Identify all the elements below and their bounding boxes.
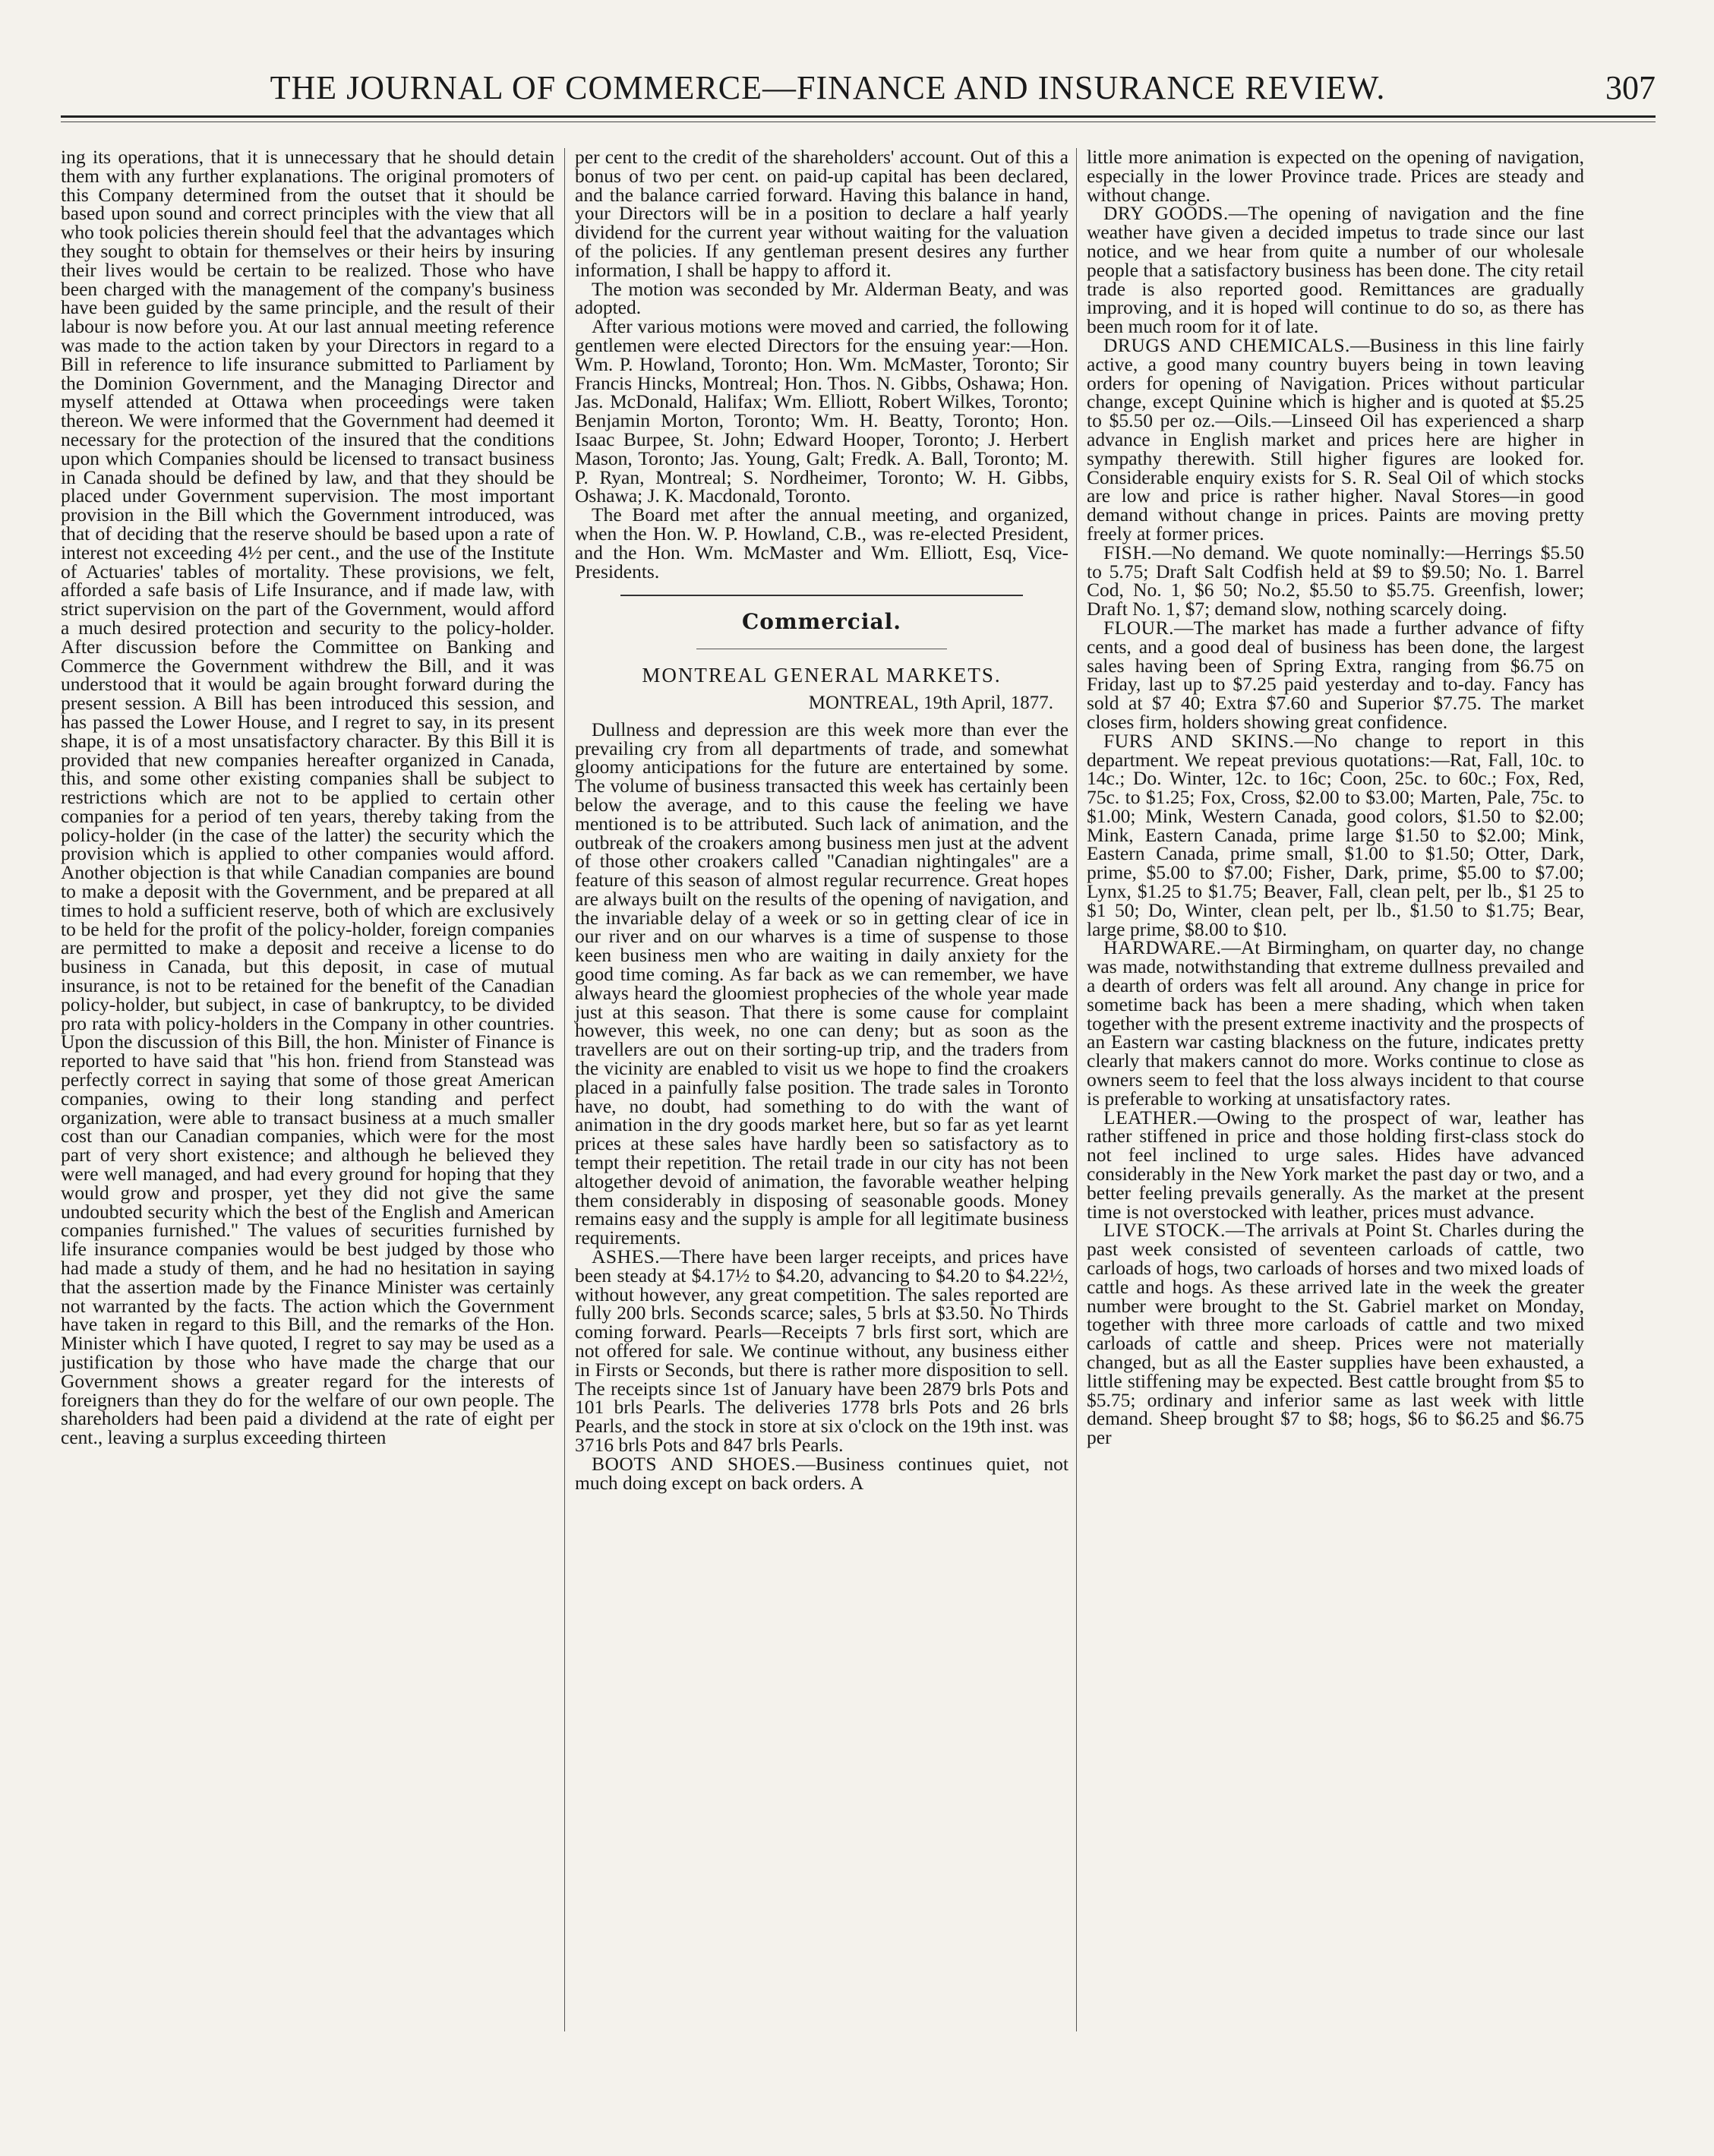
dateline: MONTREAL, 19th April, 1877. [808, 692, 1053, 713]
entry-text: —The arrivals at Point St. Charles during the past week consisted of seventeen carloads of cattle, two carloads of hogs, two carloads of horses and two mixed loads of cattle and hogs. As these arrived late in the week the greater number were brought to the St. Gabriel market on Monday, together with three more carloads of cattle and two mixed carloads of cattle and sheep. Prices were not materially changed, but as all the Easter supplies have been exhausted, a little stiffening may be expected. Best cattle brought from $5 to $5.75; ordinary and inferior same as last week with little demand. Sheep brought $7 to $8; hogs, $6 to $6.25 and $6.75 per [1087, 1219, 1584, 1449]
entry-text: —No demand. We quote nominally:—Herrings $5.50 to 5.75; Draft Salt Codfish held at $9 to $9.50; No. 1. Barrel Cod, No. 1, $6 50; No.2, $5.50 to $5.75. Greenfish, lower; Draft No. 1, $7; demand slow, nothing scarcely doing. [1087, 541, 1584, 620]
column-divider [564, 148, 565, 2031]
entry-label: FURS AND SKINS. [1103, 729, 1295, 752]
entry-label: DRY GOODS. [1103, 202, 1229, 225]
article-paragraph: ing its operations, that it is unnecessary that he should detain them with any further explanations. The original promoters of this Company determined from the outset that it should be based upon sound and correct principles with the view that all who took policies therein should feel that the advantages which they sought to obtain for themselves or their heirs by insuring their lives would be certain to be realized. Those who have been charged with the management of the company's business have been guided by the same principle, and the result of their labour is now before you. At our last annual meeting reference was made to the action taken by your Directors in regard to a Bill in reference to life insurance submitted to Parliament by the Dominion Government, and the Managing Director and myself attended at Ottawa when proceedings were taken thereon. We were informed that the Government had deemed it necessary for the protection of the insured that the conditions upon which Companies should be licensed to transact business in Canada should be defined by law, and that they should be placed under Government supervision. The most important provision in the Bill which the Government introduced, was that of deciding that the reserve should be based upon a rate of interest not exceeding 4½ per cent., and the use of the Institute of Actuaries' tables of mortality. These provisions, we felt, afforded a safe basis of Life Insurance, and if made law, with strict supervision on the part of the Government, would afford a much desired protection and security to the policy-holder. After discussion before the Committee on Banking and Commerce the Government withdrew the Bill, and it was understood that it would be again brought forward during the present session. A Bill has been introduced this session, and has passed the Lower House, and I regret to say, in its present shape, it is of a most unsatisfactory character. By this Bill it is provided that new companies hereafter organized in Canada, this, and some other existing companies shall be subject to restrictions which are not to be applied to certain other companies for a period of ten years, thereby taking from the policy-holder (in the case of the latter) the security which the provision which is applied to other companies would afford. Another objection is that while Canadian companies are bound to make a deposit with the Government, and be prepared at all times to hold a sufficient reserve, both of which are exclusively to be held for the profit of the policy-holder, foreign companies are permitted to make a deposit and receive a license to do business in Canada, but this deposit, in case of mutual insurance, is not to be retained for the benefit of the Canadian policy-holder, but subject, in case of bankruptcy, to be divided pro rata with policy-holders in the Company in other countries. Upon the discussion of this Bill, the hon. Minister of Finance is reported to have said that "his hon. friend from Stanstead was perfectly correct in saying that some of those great American companies, owing to their long standing and perfect organization, were able to transact business at a much smaller cost than our Canadian companies, which were for the most part of very short existence; and although he believed they were well managed, and had every ground for hoping that they would grow and prosper, yet they did not give the same undoubted security which the best of the English and American companies furnished." The values of securities furnished by life insurance companies would be best judged by those who had made a study of them, and he had no hesitation in saying that the assertion made by the Finance Minister was certainly not warranted by the facts. The action which the Government have taken in regard to this Bill, and the remarks of the Hon. Minister which I have quoted, I regret to say may be used as a justification by those who have made the charge that our Government shows a greater regard for the interests of foreigners than they do for the welfare of our own people. The shareholders had been paid a dividend at the rate of eight per cent., leaving a surplus exceeding thirteen [61, 146, 554, 1449]
market-entry-hardware [1087, 936, 1584, 1110]
column-1 [61, 148, 554, 1447]
article-paragraph: The Board met after the annual meeting, and organized, when the Hon. W. P. Howland, C.B., was re-elected President, and the Hon. Wm. McMaster and Wm. Elliott, Esq, Vice-Presidents. [575, 503, 1068, 582]
entry-text: —Owing to the prospect of war, leather has rather stiffened in price and those holding first-class stock do not feel inclined to urge sales. Hides have advanced considerably in the New York market the past day or two, and a better feeling prevails generally. As the market at the present time is not overstocked with leather, prices must advance. [1087, 1106, 1584, 1223]
article-paragraph: After various motions were moved and carried, the following gentlemen were elected Directors for the ensuing year:—Hon. Wm. P. Howland, Toronto; Hon. Wm. McMaster, Toronto; Sir Francis Hincks, Montreal; Hon. Thos. N. Gibbs, Oshawa; Hon. Jas. McDonald, Halifax; Wm. Elliott, Robert Wilkes, Toronto; Benjamin Morton, Toronto; Wm. H. Beatty, Toronto; Hon. Isaac Burpee, St. John; Edward Hooper, Toronto; J. Herbert Mason, Toronto; Jas. Young, Galt; Fredk. A. Ball, Toronto; M. P. Ryan, Montreal; S. Nordheimer, Toronto; W. H. Gibbs, Oshawa; J. K. Macdonald, Toronto. [575, 315, 1068, 507]
section-rule [620, 595, 1023, 596]
article-paragraph: per cent to the credit of the shareholders' account. Out of this a bonus of two per cent. on paid-up capital has been declared, and the balance carried forward. Having this balance in hand, your Directors will be in a position to declare a half yearly dividend for the current year without waiting for the valuation of the policies. If any gentleman present desires any further information, I shall be happy to afford it. [575, 146, 1068, 281]
entry-text: —There have been larger receipts, and prices have been steady at $4.17½ to $4.20, advancing to $4.20 to $4.22½, without however, any great competition. The sales reported are fully 200 brls. Seconds scarce; sales, 5 brls at $3.50. No Thirds coming forward. Pearls—Receipts 7 brls first sort, which are not offered for sale. We continue without, any business either in Firsts or Seconds, but there is rather more disposition to sell. The receipts since 1st of January have been 2879 brls Pots and 101 brls Pearls. The deliveries 1778 brls Pots and 26 brls Pearls, and the stock in store at six o'clock on the 19th inst. was 3716 brls Pots and 847 brls Pearls. [575, 1245, 1068, 1456]
market-entry-ashes [575, 1245, 1068, 1456]
article-paragraph: The motion was seconded by Mr. Alderman Beaty, and was adopted. [575, 277, 1068, 319]
market-entry-furs [1087, 729, 1584, 940]
market-entry-fish [1087, 541, 1584, 620]
column-divider [1076, 148, 1077, 2031]
market-entry-live-stock [1087, 1221, 1584, 1447]
market-heading: MONTREAL GENERAL MARKETS. [642, 664, 1002, 687]
entry-label: FLOUR. [1103, 616, 1174, 639]
entry-text: —At Birmingham, on quarter day, no change was made, notwithstanding that extreme dullness prevailed and a dearth of orders was felt all around. Any change in price for sometime back has been a mere shading, which when taken together with the present extreme inactivity and the prospects of an Eastern war casting blackness on the future, indicates pretty clearly that makers cannot do more. Works continue to close as owners seem to feel that the loss always incident to that course is preferable to working at unsatisfactory rates. [1087, 936, 1584, 1110]
column-2 [575, 148, 1068, 1492]
entry-label: HARDWARE. [1103, 936, 1222, 959]
market-entry-dry-goods [1087, 204, 1584, 336]
running-title: THE JOURNAL OF COMMERCE—FINANCE AND INSURANCE REVIEW. [270, 69, 1386, 106]
entry-label: FISH. [1103, 541, 1153, 563]
entry-text: —The market has made a further advance of fifty cents, and a good deal of business has been done, the largest sales having been of Spring Extra, ranging from $6.75 on Friday, last up to $7.25 paid yesterday and to-day. Fancy has sold at $7 40; Extra $7.60 and Superior $7.75. The market closes firm, holders showing great confidence. [1087, 616, 1584, 733]
section-heading: Commercial. [742, 609, 901, 635]
entry-text: —Business in this line fairly active, a good many country buyers being in town leaving orders for opening of Navigation. Prices without particular change, except Quinine which is higher and is quoted at $5.25 to $5.50 per oz.—Oils.—Linseed Oil has experienced a sharp advance in English market and prices here are higher in sympathy therewith. Still higher figures are looked for. Considerable enquiry exists for S. R. Seal Oil of which stocks are low and price is rather higher. Naval Stores—in good demand without change in prices. Paints are moving pretty freely at former prices. [1087, 333, 1584, 545]
entry-label: DRUGS AND CHEMICALS. [1103, 333, 1350, 356]
entry-label: BOOTS AND SHOES. [592, 1452, 797, 1475]
market-entry-boots [575, 1452, 1068, 1494]
page-header [61, 68, 1656, 114]
entry-label: LEATHER. [1103, 1106, 1198, 1129]
entry-text: —No change to report in this department. We repeat previous quotations:—Rat, Fall, 10c. to 14c.; Do. Winter, 12c. to 16c; Coon, 25c. to 60c.; Fox, Red, 75c. to $1.25; Fox, Cross, $2.00 to $3.00; Marten, Pale, 75c. to $1.00; Mink, Western Canada, good colors, $1.50 to $2.00; Mink, Eastern Canada, prime large $1.50 to $2.00; Mink, Eastern Canada, prime small, $1.00 to $1.50; Otter, Dark, prime, $5.00 to $7.00; Fisher, Dark, prime, $5.00 to $7.00; Lynx, $1.25 to $1.75; Beaver, Fall, clean pelt, per lb., $1 25 to $1 50; Do, Winter, clean pelt, per lb., $1.50 to $1.75; Bear, large prime, $8.00 to $10. [1087, 729, 1584, 940]
entry-text: —The opening of navigation and the fine weather have given a decided impetus to trade since our last notice, and we hear from quite a number of our wholesale people that a satisfactory business has been done. The city retail trade is also reported good. Remittances are gradually improving, and it is hoped will continue to do so, as there has been much room for it of late. [1087, 202, 1584, 338]
entry-text: —Business continues quiet, not much doing except on back orders. A [575, 1452, 1068, 1494]
entry-label: ASHES. [592, 1245, 661, 1268]
column-3 [1087, 148, 1584, 1447]
market-entry-drugs [1087, 333, 1584, 545]
page-number: 307 [1605, 69, 1656, 106]
article-paragraph: little more animation is expected on the opening of navigation, especially in the lower Province trade. Prices are steady and without change. [1087, 146, 1584, 206]
entry-label: LIVE STOCK. [1103, 1219, 1226, 1242]
market-entry-leather [1087, 1106, 1584, 1223]
article-paragraph: Dullness and depression are this week more than ever the prevailing cry from all departments of trade, and somewhat gloomy anticipations for the future are entertained by some. The volume of business transacted this week has certainly been below the average, and to this cause the feeling we have mentioned is to be attributed. Such lack of animation, and the outbreak of the croakers among business men just at the advent of those other croakers called "Canadian nightingales" are a feature of this season of almost regular recurrence. Great hopes are always built on the results of the opening of navigation, and the invariable delay of a week or so in getting clear of ice in our river and on our wharves is a time of suspense to those keen business men who are waiting in daily anxiety for the good time coming. As far back as we can remember, we have always heard the gloomiest prophecies of the whole year made just at this season. That there is some cause for complaint however, this week, no one can deny; but as soon as the travellers are out on their sorting-up trip, and the traders from the vicinity are enabled to visit us we hope to find the croakers placed in a painfully false position. The trade sales in Toronto have, no doubt, had something to do with the want of animation in the dry goods market here, but so far as yet learnt prices at these sales have hardly been so satisfactory as to tempt their repetition. The retail trade in our city has not been altogether devoid of animation, the favorable weather helping them considerably in disposing of seasonable goods. Money remains easy and the supply is ample for all legitimate business requirements. [575, 718, 1068, 1249]
header-rule [61, 115, 1656, 118]
market-entry-flour [1087, 616, 1584, 733]
